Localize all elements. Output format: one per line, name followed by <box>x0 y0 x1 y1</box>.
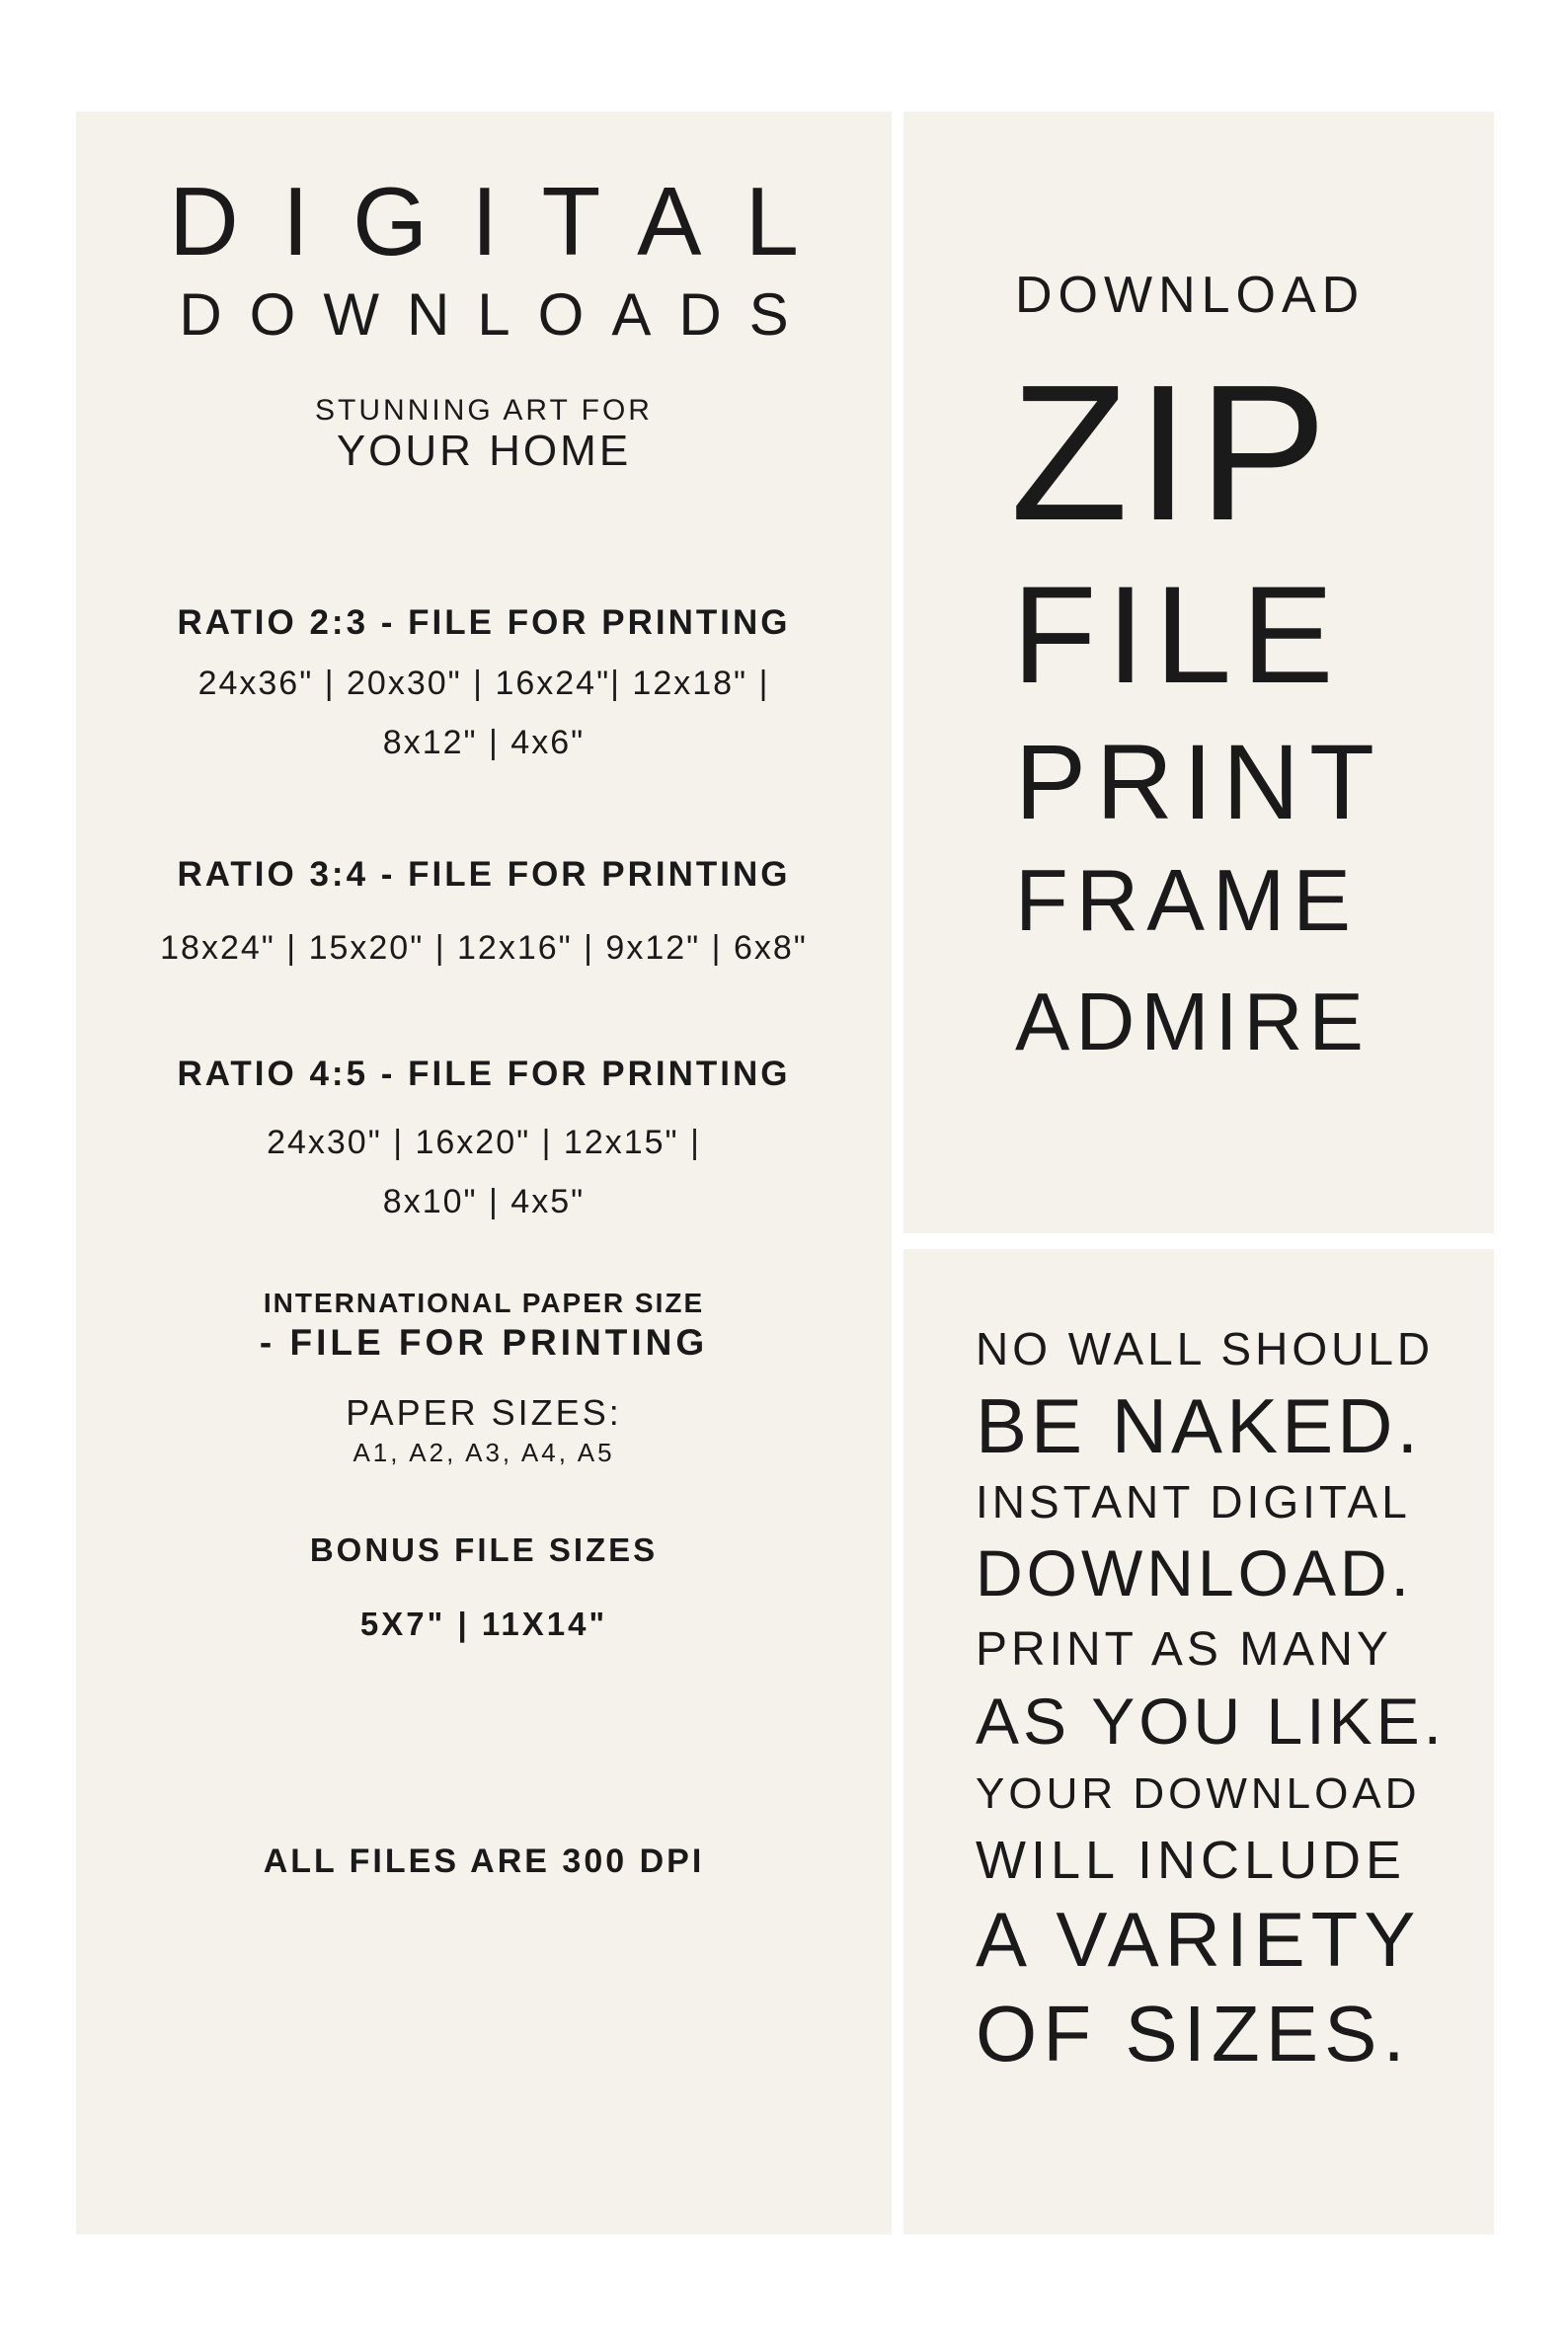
file-label: FILE <box>1012 557 1344 712</box>
message-line: BE NAKED. <box>976 1382 1423 1469</box>
message-line: NO WALL SHOULD <box>976 1323 1435 1374</box>
paper-sizes-label: PAPER SIZES: <box>346 1392 622 1433</box>
ratio-4-5-sizes-line1: 24x30" | 16x20" | 12x15" | <box>267 1124 701 1161</box>
bonus-sizes: 5X7" | 11X14" <box>359 1606 608 1642</box>
title-downloads: DOWNLOADS <box>179 281 817 348</box>
international-heading-line1: INTERNATIONAL PAPER SIZE <box>263 1288 705 1318</box>
message-line: PRINT AS MANY <box>976 1623 1392 1676</box>
title-digital: DIGITAL <box>169 167 842 275</box>
ratio-3-4-heading: RATIO 3:4 - FILE FOR PRINTING <box>177 855 791 894</box>
message-line: YOUR DOWNLOAD <box>976 1769 1421 1818</box>
message-line: INSTANT DIGITAL <box>976 1476 1411 1528</box>
message-panel <box>903 1249 1494 2234</box>
bonus-heading: BONUS FILE SIZES <box>309 1531 659 1568</box>
message-line: A VARIETY <box>976 1896 1422 1983</box>
print-label: PRINT <box>1015 722 1384 841</box>
download-steps-panel <box>903 112 1494 1233</box>
ratio-2-3-heading: RATIO 2:3 - FILE FOR PRINTING <box>177 603 791 642</box>
message-line: OF SIZES. <box>976 1990 1411 2078</box>
international-heading-line2: - FILE FOR PRINTING <box>259 1322 709 1363</box>
ratio-2-3-sizes-line1: 24x36" | 20x30" | 16x24"| 12x18" | <box>197 665 770 702</box>
ratio-3-4-sizes: 18x24" | 15x20" | 12x16" | 9x12" | 6x8" <box>160 929 808 967</box>
ratio-4-5-heading: RATIO 4:5 - FILE FOR PRINTING <box>177 1055 791 1093</box>
paper-sizes-list: A1, A2, A3, A4, A5 <box>353 1438 615 1467</box>
message-line: AS YOU LIKE. <box>976 1685 1446 1758</box>
tagline-top: STUNNING ART FOR <box>315 394 653 427</box>
zip-label: ZIP <box>1010 345 1335 561</box>
ratio-2-3-sizes-line2: 8x12" | 4x6" <box>382 724 586 761</box>
message-line: WILL INCLUDE <box>976 1831 1407 1890</box>
ratio-4-5-sizes-line2: 8x10" | 4x5" <box>382 1183 586 1220</box>
tagline-bottom: YOUR HOME <box>336 427 632 475</box>
frame-label: FRAME <box>1015 851 1359 949</box>
admire-label: ADMIRE <box>1015 976 1370 1067</box>
download-label: DOWNLOAD <box>1015 267 1366 324</box>
message-line: DOWNLOAD. <box>976 1536 1414 1609</box>
sizes-info-panel <box>76 112 892 2234</box>
dpi-note: ALL FILES ARE 300 DPI <box>263 1842 705 1880</box>
